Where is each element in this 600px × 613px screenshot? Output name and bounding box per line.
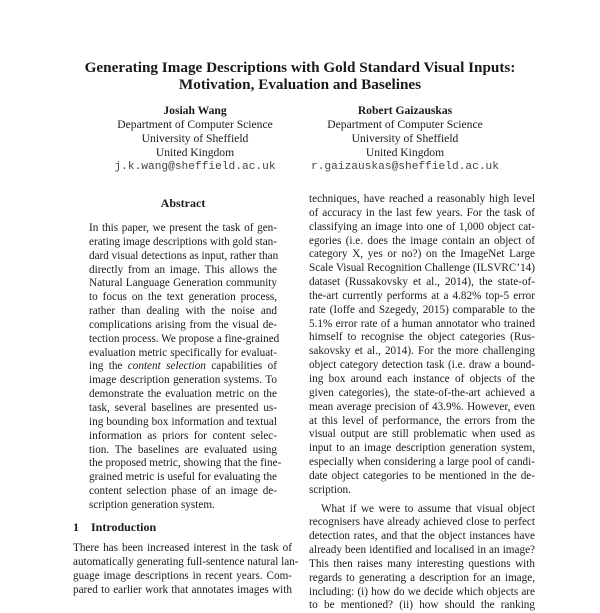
abstract-line: ing bounding box information and textual bbox=[89, 415, 277, 428]
body-line: detection rates, and that the object instances have bbox=[309, 530, 535, 543]
body-line: techniques, have reached a reasonably high level bbox=[309, 193, 535, 205]
intro-line: automatically generating full-sentence natural lan- bbox=[73, 555, 299, 568]
author-country: United Kingdom bbox=[155, 146, 235, 159]
right-column-text bbox=[309, 193, 535, 613]
body-line: egories (i.e. does the image contain an object of bbox=[309, 234, 535, 247]
abstract-body bbox=[89, 222, 282, 513]
body-line: recognisers have already achieved close to perfect bbox=[309, 516, 535, 529]
body-line: sakovsky et al., 2014). For the more challenging bbox=[309, 345, 535, 358]
intro-line: guage image descriptions in recent years. Com- bbox=[73, 569, 292, 582]
body-line: rate (Ioffe and Szegedy, 2015) comparable to the bbox=[309, 303, 535, 316]
section-number: 1 bbox=[73, 520, 79, 534]
body-line: category X, yes or no?) on the ImageNet Large bbox=[309, 248, 535, 261]
abstract-line: task, several baselines are presented us- bbox=[89, 401, 277, 414]
abstract-line: content selection phase of an image de- bbox=[89, 485, 277, 498]
author-email: j.k.wang@sheffield.ac.uk bbox=[114, 161, 276, 173]
title-line-2: Motivation, Evaluation and Baselines bbox=[178, 76, 422, 93]
abstract-line: complications arising from the visual de- bbox=[89, 318, 277, 331]
body-line: of accuracy in the last few years. For the task of bbox=[309, 206, 535, 219]
body-line: at this level of performance, the errors from the bbox=[309, 414, 535, 427]
body-line: visual output are still problematic when used as bbox=[309, 428, 535, 441]
abstract-heading: Abstract bbox=[160, 196, 206, 210]
body-line: 5.1% error rate of a human annotator who trained bbox=[309, 317, 535, 330]
abstract-line: rather than dealing with the noise and bbox=[89, 305, 277, 318]
body-line: regards to generating a description for an image, bbox=[309, 571, 535, 584]
abstract-line: evaluation metric specifically for evaluat- bbox=[89, 346, 277, 359]
abstract-line: demonstrate the evaluation metric on the bbox=[89, 388, 277, 401]
abstract-line: image description generation systems. To bbox=[89, 374, 277, 387]
body-line: object category detection task (i.e. draw a bound- bbox=[309, 359, 535, 372]
abstract-line: information as priors for content selec- bbox=[89, 429, 277, 442]
intro-line: pared to earlier work that annotates images with bbox=[73, 583, 292, 596]
abstract-line: In this paper, we present the task of gen- bbox=[89, 222, 277, 234]
abstract-line: Natural Language Generation community bbox=[89, 277, 277, 290]
emphasized-term: content selection bbox=[127, 360, 206, 373]
section-title: Introduction bbox=[91, 520, 157, 534]
abstract-line: erating image descriptions with gold stan- bbox=[89, 235, 277, 248]
abstract-line: dard visual detections as input, rather than bbox=[89, 249, 279, 262]
body-line: especially when considering a large pool of candi- bbox=[309, 456, 535, 469]
abstract-line: scription generation system. bbox=[89, 498, 215, 511]
title-line-1: Generating Image Descriptions with Gold Standard Visual Inputs: bbox=[84, 59, 516, 76]
author-1 bbox=[100, 104, 290, 174]
body-line: input to an image description generation system, bbox=[309, 442, 535, 455]
paper-title bbox=[0, 59, 600, 93]
author-name: Josiah Wang bbox=[163, 104, 227, 117]
body-line: ing box around each instance of objects of the bbox=[309, 372, 535, 385]
body-line: scription. bbox=[309, 483, 351, 496]
abstract-line: tion. The baselines are evaluated using bbox=[89, 443, 277, 456]
author-country: United Kingdom bbox=[365, 146, 445, 159]
body-line: Scale Visual Recognition Challenge (ILSVRC’14) bbox=[309, 262, 535, 275]
introduction-body bbox=[73, 542, 299, 597]
body-line: classifying an image into one of 1,000 object cat- bbox=[309, 220, 535, 233]
body-line: This then raises many interesting questions with bbox=[309, 557, 535, 570]
text-before-emphasis: ing the bbox=[89, 360, 128, 373]
author-name: Robert Gaizauskas bbox=[357, 104, 453, 117]
body-line: mean average precision of 43.9%. However, even bbox=[309, 400, 535, 413]
body-line: the-art currently performs at a 4.82% top-5 error bbox=[309, 289, 535, 302]
abstract-line: the proposed metric, showing that the fine- bbox=[89, 457, 282, 470]
body-line: given categories), the state-of-the-art achieved a bbox=[309, 386, 535, 399]
author-email: r.gaizauskas@sheffield.ac.uk bbox=[311, 161, 499, 173]
abstract-line: tection process. We propose a fine-grained bbox=[89, 332, 280, 345]
body-line: himself to recognise the object categories (Rus- bbox=[309, 331, 535, 344]
abstract-line: to focus on the text generation process, bbox=[89, 291, 277, 304]
abstract-line: directly from an image. This allows the bbox=[89, 263, 277, 276]
author-university: University of Sheffield bbox=[141, 132, 249, 145]
author-department: Department of Computer Science bbox=[327, 118, 483, 131]
section-heading-introduction bbox=[73, 520, 156, 534]
body-line: including: (i) how do we decide which objects are bbox=[309, 585, 535, 598]
abstract-line-emphasis bbox=[89, 360, 277, 374]
text-after-emphasis: capabilities of bbox=[205, 360, 277, 373]
body-line: date object categories to be mentioned in the de- bbox=[309, 469, 535, 482]
author-university: University of Sheffield bbox=[351, 132, 459, 145]
abstract-line: grained metric is useful for evaluating the bbox=[89, 471, 277, 484]
body-line: to be mentioned? (ii) how should the ranking bbox=[309, 599, 535, 612]
author-department: Department of Computer Science bbox=[117, 118, 273, 131]
body-line: What if we were to assume that visual object bbox=[321, 502, 535, 515]
body-line: already been identified and localised in an image? bbox=[309, 544, 535, 557]
author-2 bbox=[305, 104, 505, 174]
intro-line: There has been increased interest in the task of bbox=[73, 542, 292, 554]
body-line: dataset (Russakovsky et al., 2014), the state-of- bbox=[309, 276, 535, 289]
